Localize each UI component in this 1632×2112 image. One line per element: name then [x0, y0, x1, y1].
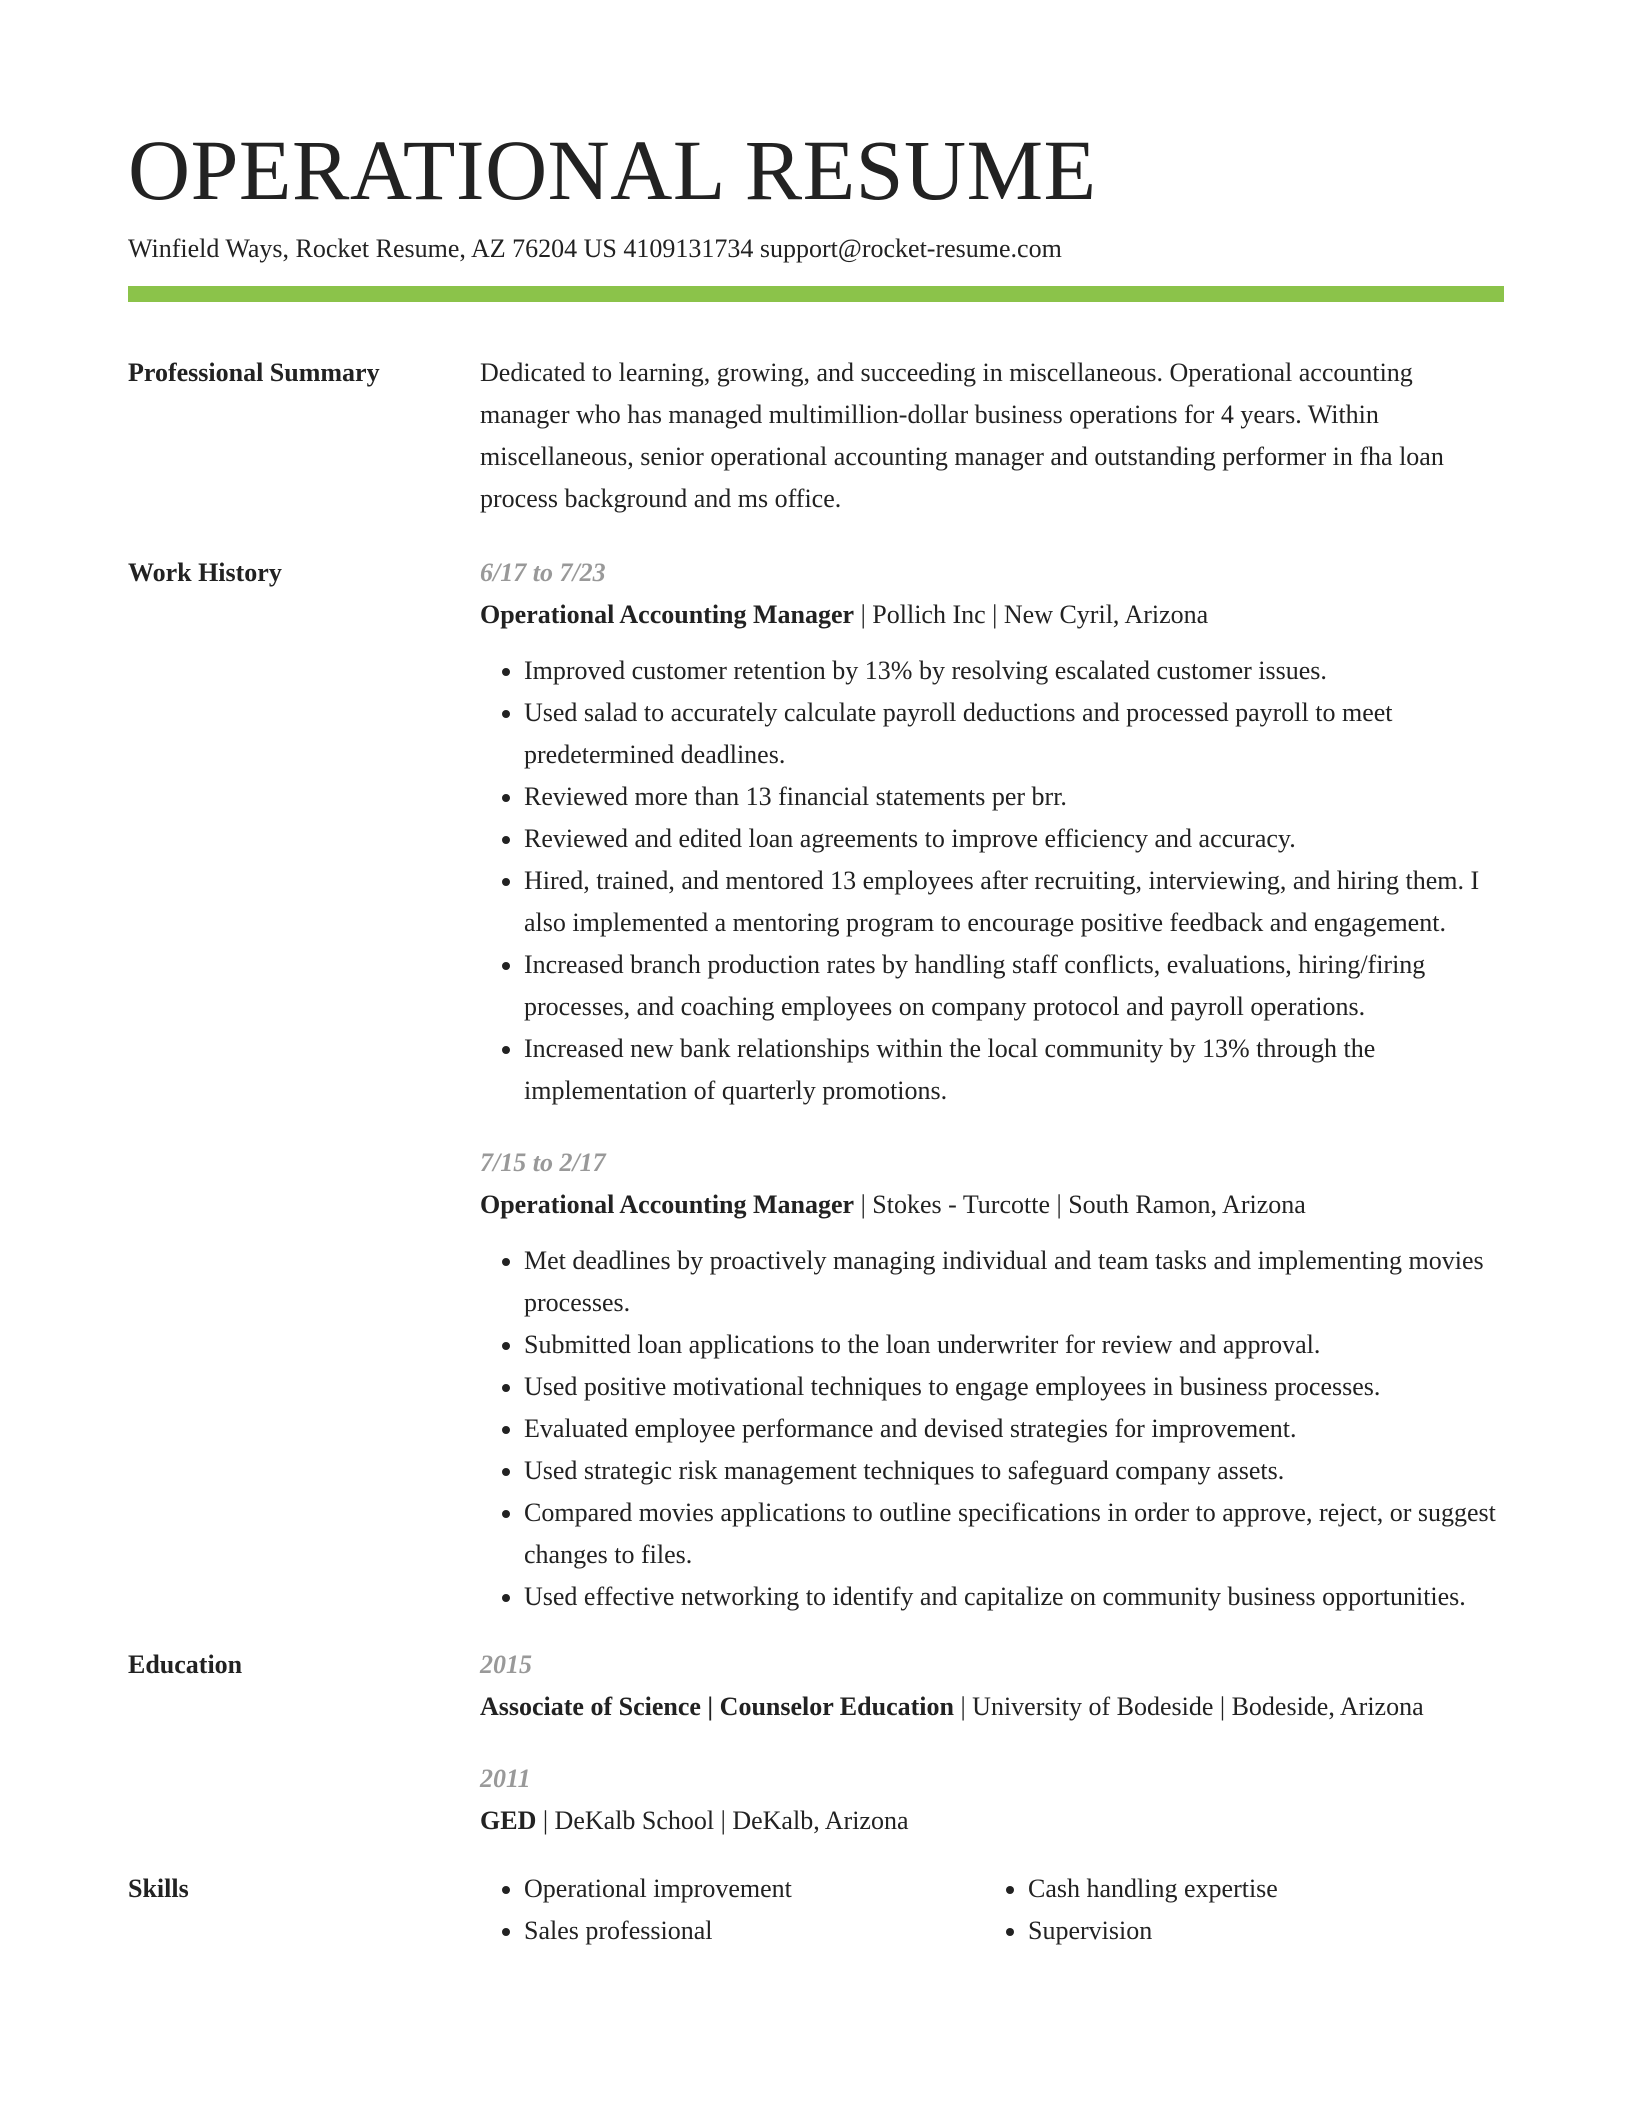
education-body	[480, 1644, 1504, 1842]
education-year: 2011	[480, 1764, 531, 1793]
resume-title: OPERATIONAL RESUME	[128, 122, 1097, 218]
skills-list	[480, 1868, 1504, 1952]
education-section	[128, 1644, 1504, 1842]
education-label: Education	[128, 1650, 243, 1679]
accent-divider	[128, 286, 1504, 302]
summary-section	[128, 352, 1504, 520]
education-details: | DeKalb School | DeKalb, Arizona	[536, 1806, 909, 1835]
job-details: | Pollich Inc | New Cyril, Arizona	[854, 600, 1209, 629]
skill-item: • Cash handling expertise	[1028, 1868, 1488, 1910]
education-heading	[480, 1686, 1504, 1728]
job-bullet: • Improved customer retention by 13% by resolving escalated customer issues.	[524, 650, 1504, 692]
education-degree: Associate of Science | Counselor Education	[480, 1692, 954, 1721]
skills-column	[480, 1868, 984, 1952]
skill-item: • Sales professional	[524, 1910, 984, 1952]
education-year: 2015	[480, 1650, 532, 1679]
job-heading	[480, 594, 1504, 636]
skills-label: Skills	[128, 1874, 189, 1903]
job-title: Operational Accounting Manager	[480, 1190, 855, 1219]
job-entry	[480, 552, 1504, 1112]
job-bullet: • Increased new bank relationships within the local community by 13% through the implementation of quarterly promotions.	[524, 1028, 1504, 1112]
job-title: Operational Accounting Manager	[480, 600, 855, 629]
work-history-section	[128, 552, 1504, 1618]
job-bullet: • Hired, trained, and mentored 13 employees after recruiting, interviewing, and hiring them. I also implemented a mentoring program to encourage positive feedback and engagement.	[524, 860, 1504, 944]
skill-item: • Supervision	[1028, 1910, 1488, 1952]
contact-line: Winfield Ways, Rocket Resume, AZ 76204 US 4109131734 support@rocket-resume.com	[128, 234, 1062, 263]
job-bullets	[480, 650, 1504, 1112]
job-bullet: • Reviewed more than 13 financial statements per brr.	[524, 776, 1504, 818]
job-bullet: • Used salad to accurately calculate payroll deductions and processed payroll to meet predetermined deadlines.	[524, 692, 1504, 776]
job-dates: 6/17 to 7/23	[480, 558, 606, 587]
job-bullet: • Submitted loan applications to the loan underwriter for review and approval.	[524, 1324, 1504, 1366]
job-heading	[480, 1184, 1504, 1226]
job-bullet: • Met deadlines by proactively managing individual and team tasks and implementing movies processes.	[524, 1240, 1504, 1324]
job-details: | Stokes - Turcotte | South Ramon, Arizona	[854, 1190, 1306, 1219]
job-dates: 7/15 to 2/17	[480, 1148, 606, 1177]
job-bullet: • Reviewed and edited loan agreements to improve efficiency and accuracy.	[524, 818, 1504, 860]
education-details: | University of Bodeside | Bodeside, Arizona	[953, 1692, 1424, 1721]
skill-item: • Operational improvement	[524, 1868, 984, 1910]
work-history-label: Work History	[128, 558, 282, 587]
summary-text: Dedicated to learning, growing, and succeeding in miscellaneous. Operational accounting manager who has managed multimillion-dollar business operations for 4 years. Within miscellaneous, senior operational accounting manager and outstanding performer in fha loan process background and ms office.	[480, 358, 1444, 513]
job-bullet: • Used positive motivational techniques to engage employees in business processes.	[524, 1366, 1504, 1408]
resume-header	[128, 118, 1504, 266]
work-history-body	[480, 552, 1504, 1618]
job-bullet: • Evaluated employee performance and devised strategies for improvement.	[524, 1408, 1504, 1450]
job-bullet: • Used strategic risk management techniques to safeguard company assets.	[524, 1450, 1504, 1492]
job-bullets	[480, 1240, 1504, 1618]
job-bullet: • Used effective networking to identify and capitalize on community business opportunities.	[524, 1576, 1504, 1618]
education-heading	[480, 1800, 1504, 1842]
job-bullet: • Increased branch production rates by handling staff conflicts, evaluations, hiring/firing processes, and coaching employees on company protocol and payroll operations.	[524, 944, 1504, 1028]
job-bullet: • Compared movies applications to outline specifications in order to approve, reject, or suggest changes to files.	[524, 1492, 1504, 1576]
skills-section	[128, 1868, 1504, 1952]
summary-label: Professional Summary	[128, 358, 380, 387]
education-entry	[480, 1758, 1504, 1842]
education-entry	[480, 1644, 1504, 1728]
skills-column	[984, 1868, 1488, 1952]
resume-sections	[128, 352, 1504, 1952]
job-entry	[480, 1142, 1504, 1618]
education-degree: GED	[480, 1806, 537, 1835]
